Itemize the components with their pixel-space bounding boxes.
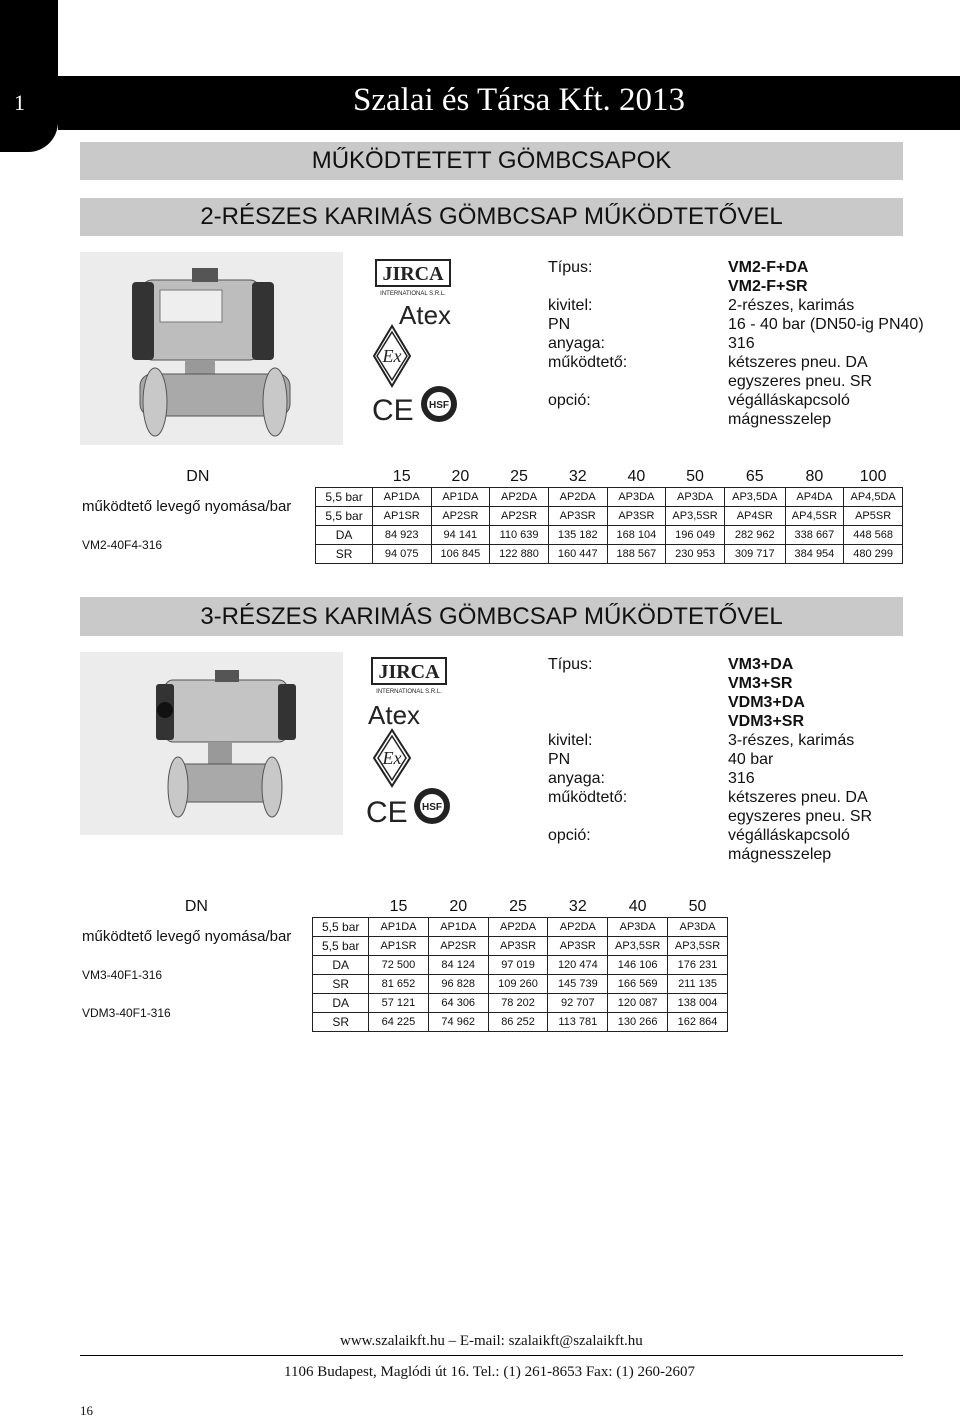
spec-row <box>548 353 948 372</box>
price-cell: 309 717 <box>724 545 785 564</box>
price-cell: 72 500 <box>369 956 429 975</box>
spec-row <box>548 315 948 334</box>
price-cell: 64 225 <box>369 1013 429 1032</box>
actuator-cell: AP2SR <box>431 507 490 526</box>
actuator-cell: AP2DA <box>548 488 607 507</box>
spec-row <box>548 372 948 391</box>
type-cell: SR <box>316 545 373 564</box>
actuator-cell: AP3SR <box>488 937 548 956</box>
dn-value: 40 <box>627 468 646 485</box>
spec-row <box>548 410 948 429</box>
model-label: VDM3-40F1-316 <box>82 1005 171 1020</box>
type-cell: SR <box>313 975 369 994</box>
spec-value: 2-részes, karimás <box>728 297 855 314</box>
price-cell: 196 049 <box>666 526 725 545</box>
price-cell: 162 864 <box>668 1013 728 1032</box>
spec-value: 3-részes, karimás <box>728 732 855 749</box>
company-title: Szalai és Társa Kft. 2013 <box>353 82 686 118</box>
actuator-cell: AP4DA <box>785 488 844 507</box>
atex-logo: Atex <box>399 300 452 330</box>
price-cell: 106 845 <box>431 545 490 564</box>
dn-value: 40 <box>628 898 647 915</box>
table-row <box>80 956 728 975</box>
pressure-cell: 5,5 bar <box>316 507 373 526</box>
spec-value: 316 <box>728 335 755 352</box>
spec-label: kivitel: <box>548 732 593 749</box>
price-cell: 84 923 <box>372 526 431 545</box>
spec-value: VM3+SR <box>728 675 793 692</box>
atex-logo: Atex <box>368 700 421 730</box>
price-cell: 120 474 <box>548 956 608 975</box>
actuator-cell: AP2DA <box>488 918 548 937</box>
price-cell: 109 260 <box>488 975 548 994</box>
price-cell: 92 707 <box>548 994 608 1013</box>
header-spacer <box>313 897 369 918</box>
actuator-cell: AP3SR <box>548 937 608 956</box>
section-title: MŰKÖDTETETT GÖMBCSAPOK <box>80 142 903 180</box>
header-spacer <box>316 467 373 488</box>
hsf-logo: HSF <box>422 802 442 813</box>
footer-divider <box>80 1355 903 1356</box>
actuator-cell: AP3DA <box>668 918 728 937</box>
spec-row <box>548 296 948 315</box>
table-row <box>80 526 903 545</box>
spec-value: végálláskapcsoló <box>728 827 850 844</box>
actuator-cell: AP3SR <box>607 507 666 526</box>
dn-value: 20 <box>449 898 468 915</box>
footer-web: www.szalaikft.hu – E-mail: szalaikft@szalaikft.hu <box>340 1333 643 1349</box>
product1-specs <box>548 258 948 429</box>
price-cell: 168 104 <box>607 526 666 545</box>
dn-value: 15 <box>389 898 408 915</box>
spec-row <box>548 258 948 277</box>
spec-label: PN <box>548 316 571 333</box>
dn-value: 25 <box>509 898 527 915</box>
price-cell: 135 182 <box>548 526 607 545</box>
actuator-cell: AP1SR <box>372 507 431 526</box>
actuator-cell: AP3,5DA <box>724 488 785 507</box>
price-cell: 122 880 <box>490 545 549 564</box>
spec-value: VDM3+DA <box>728 694 805 711</box>
ce-logo: CE <box>366 796 408 829</box>
chapter-tab <box>0 0 58 152</box>
product1-logo-panel <box>344 252 534 445</box>
product2-logo-panel <box>344 652 534 835</box>
actuator-cell: AP2DA <box>490 488 549 507</box>
ex-logo: Ex <box>382 346 402 366</box>
spec-value: egyszeres pneu. SR <box>728 373 873 390</box>
spec-row <box>548 655 948 674</box>
price-cell: 282 962 <box>724 526 785 545</box>
actuator-cell: AP1DA <box>369 918 429 937</box>
price-cell: 160 447 <box>548 545 607 564</box>
price-cell: 138 004 <box>668 994 728 1013</box>
price-cell: 480 299 <box>844 545 903 564</box>
air-pressure-label: működtető levegő nyomása/bar <box>82 498 292 515</box>
dn-value: 65 <box>745 468 764 485</box>
price-cell: 86 252 <box>488 1013 548 1032</box>
spec-row <box>548 712 948 731</box>
price-cell: 120 087 <box>608 994 668 1013</box>
price-cell: 113 781 <box>548 1013 608 1032</box>
spec-label: Típus: <box>548 259 593 276</box>
spec-label: működtető: <box>548 789 628 806</box>
actuator-cell: AP3DA <box>666 488 725 507</box>
hsf-logo: HSF <box>429 400 449 411</box>
spec-label: PN <box>548 751 571 768</box>
chapter-number: 1 <box>14 90 25 115</box>
price-cell: 64 306 <box>428 994 488 1013</box>
spec-row <box>548 788 948 807</box>
price-cell: 96 828 <box>428 975 488 994</box>
ce-logo: CE <box>372 394 414 427</box>
price-cell: 78 202 <box>488 994 548 1013</box>
price-cell: 145 739 <box>548 975 608 994</box>
jirca-logo: JIRCA <box>378 661 440 683</box>
dn-label: DN <box>186 468 210 486</box>
spec-row <box>548 277 948 296</box>
dn-value: 50 <box>688 898 707 915</box>
product2-title: 3-RÉSZES KARIMÁS GÖMBCSAP MŰKÖDTETŐVEL <box>80 597 903 636</box>
spec-label: opció: <box>548 827 591 844</box>
dn-value: 25 <box>510 468 528 485</box>
pressure-cell: 5,5 bar <box>316 488 373 507</box>
spec-label: opció: <box>548 392 591 409</box>
dn-value: 15 <box>392 468 411 485</box>
table-row <box>80 488 903 507</box>
pressure-cell: 5,5 bar <box>313 918 369 937</box>
table-row <box>80 994 728 1013</box>
spec-row <box>548 845 948 864</box>
type-cell: DA <box>316 526 373 545</box>
model-label: VM3-40F1-316 <box>82 967 163 982</box>
spec-row <box>548 731 948 750</box>
spec-label: anyaga: <box>548 335 605 352</box>
product2-specs <box>548 655 948 864</box>
actuator-cell: AP2DA <box>548 918 608 937</box>
product1-certification-logos <box>344 252 534 445</box>
ex-logo: Ex <box>382 748 402 768</box>
spec-label: anyaga: <box>548 770 605 787</box>
price-cell: 146 106 <box>608 956 668 975</box>
spec-row <box>548 334 948 353</box>
header-bar <box>58 76 960 130</box>
actuator-cell: AP1SR <box>369 937 429 956</box>
actuator-cell: AP2SR <box>490 507 549 526</box>
actuator-cell: AP1DA <box>431 488 490 507</box>
spec-value: 16 - 40 bar (DN50-ig PN40) <box>728 316 924 333</box>
spec-value: mágnesszelep <box>728 846 832 863</box>
page-number: 16 <box>80 1403 93 1418</box>
jirca-subtitle: INTERNATIONAL S.R.L. <box>376 689 442 695</box>
actuator-cell: AP3SR <box>548 507 607 526</box>
price-cell: 110 639 <box>490 526 549 545</box>
actuator-cell: AP2SR <box>428 937 488 956</box>
price-cell: 338 667 <box>785 526 844 545</box>
actuator-cell: AP3,5SR <box>666 507 725 526</box>
type-cell: DA <box>313 994 369 1013</box>
price-cell: 74 962 <box>428 1013 488 1032</box>
actuator-cell: AP1DA <box>372 488 431 507</box>
type-cell: DA <box>313 956 369 975</box>
air-pressure-label: működtető levegő nyomása/bar <box>82 928 292 945</box>
pressure-cell: 5,5 bar <box>313 937 369 956</box>
spec-row <box>548 769 948 788</box>
table-row <box>80 918 728 937</box>
price-cell: 384 954 <box>785 545 844 564</box>
footer-address: 1106 Budapest, Maglódi út 16. Tel.: (1) 261-8653 Fax: (1) 260-2607 <box>284 1364 695 1380</box>
jirca-logo: JIRCA <box>382 263 444 285</box>
dn-value: 100 <box>859 468 887 485</box>
product1-price-table <box>80 467 903 564</box>
price-cell: 130 266 <box>608 1013 668 1032</box>
actuator-cell: AP1DA <box>428 918 488 937</box>
product2-certification-logos <box>344 652 534 835</box>
spec-value: egyszeres pneu. SR <box>728 808 873 825</box>
price-cell: 57 121 <box>369 994 429 1013</box>
spec-value: VM2-F+DA <box>728 259 809 276</box>
product2-price-table <box>80 897 728 1032</box>
spec-row <box>548 674 948 693</box>
spec-value: kétszeres pneu. DA <box>728 354 868 371</box>
dn-value: 50 <box>686 468 704 485</box>
actuator-cell: AP4SR <box>724 507 785 526</box>
actuator-cell: AP5SR <box>844 507 903 526</box>
actuator-cell: AP4,5SR <box>785 507 844 526</box>
product1-photo-frame <box>80 252 343 445</box>
table-header-row <box>80 897 728 918</box>
product1-valve-image <box>80 252 343 445</box>
price-cell: 230 953 <box>666 545 725 564</box>
actuator-cell: AP3DA <box>607 488 666 507</box>
price-cell: 84 124 <box>428 956 488 975</box>
spec-value: VM2-F+SR <box>728 278 808 295</box>
spec-value: végálláskapcsoló <box>728 392 850 409</box>
price-cell: 211 135 <box>668 975 728 994</box>
price-cell: 448 568 <box>844 526 903 545</box>
product2-photo-frame <box>80 652 343 835</box>
dn-value: 20 <box>451 468 470 485</box>
jirca-subtitle: INTERNATIONAL S.R.L. <box>380 291 446 297</box>
spec-value: mágnesszelep <box>728 411 832 428</box>
price-cell: 176 231 <box>668 956 728 975</box>
price-cell: 166 569 <box>608 975 668 994</box>
spec-label: működtető: <box>548 354 628 371</box>
dn-label: DN <box>184 898 208 916</box>
spec-row <box>548 693 948 712</box>
price-cell: 94 141 <box>431 526 490 545</box>
spec-label: Típus: <box>548 656 593 673</box>
spec-value: VM3+DA <box>728 656 794 673</box>
spec-row <box>548 826 948 845</box>
price-cell: 81 652 <box>369 975 429 994</box>
spec-value: 316 <box>728 770 755 787</box>
actuator-cell: AP3,5SR <box>608 937 668 956</box>
product1-title: 2-RÉSZES KARIMÁS GÖMBCSAP MŰKÖDTETŐVEL <box>80 198 903 236</box>
spec-value: 40 bar <box>728 751 774 768</box>
dn-value: 80 <box>805 468 824 485</box>
spec-row <box>548 750 948 769</box>
dn-value: 32 <box>568 468 587 485</box>
spec-row <box>548 807 948 826</box>
price-cell: 97 019 <box>488 956 548 975</box>
model-label: VM2-40F4-316 <box>82 537 163 552</box>
dn-value: 32 <box>568 898 587 915</box>
actuator-cell: AP3DA <box>608 918 668 937</box>
type-cell: SR <box>313 1013 369 1032</box>
table-header-row <box>80 467 903 488</box>
spec-row <box>548 391 948 410</box>
price-cell: 94 075 <box>372 545 431 564</box>
spec-label: kivitel: <box>548 297 593 314</box>
product2-valve-image <box>80 652 343 835</box>
actuator-cell: AP3,5SR <box>668 937 728 956</box>
spec-value: kétszeres pneu. DA <box>728 789 868 806</box>
price-cell: 188 567 <box>607 545 666 564</box>
actuator-cell: AP4,5DA <box>844 488 903 507</box>
spec-value: VDM3+SR <box>728 713 805 730</box>
